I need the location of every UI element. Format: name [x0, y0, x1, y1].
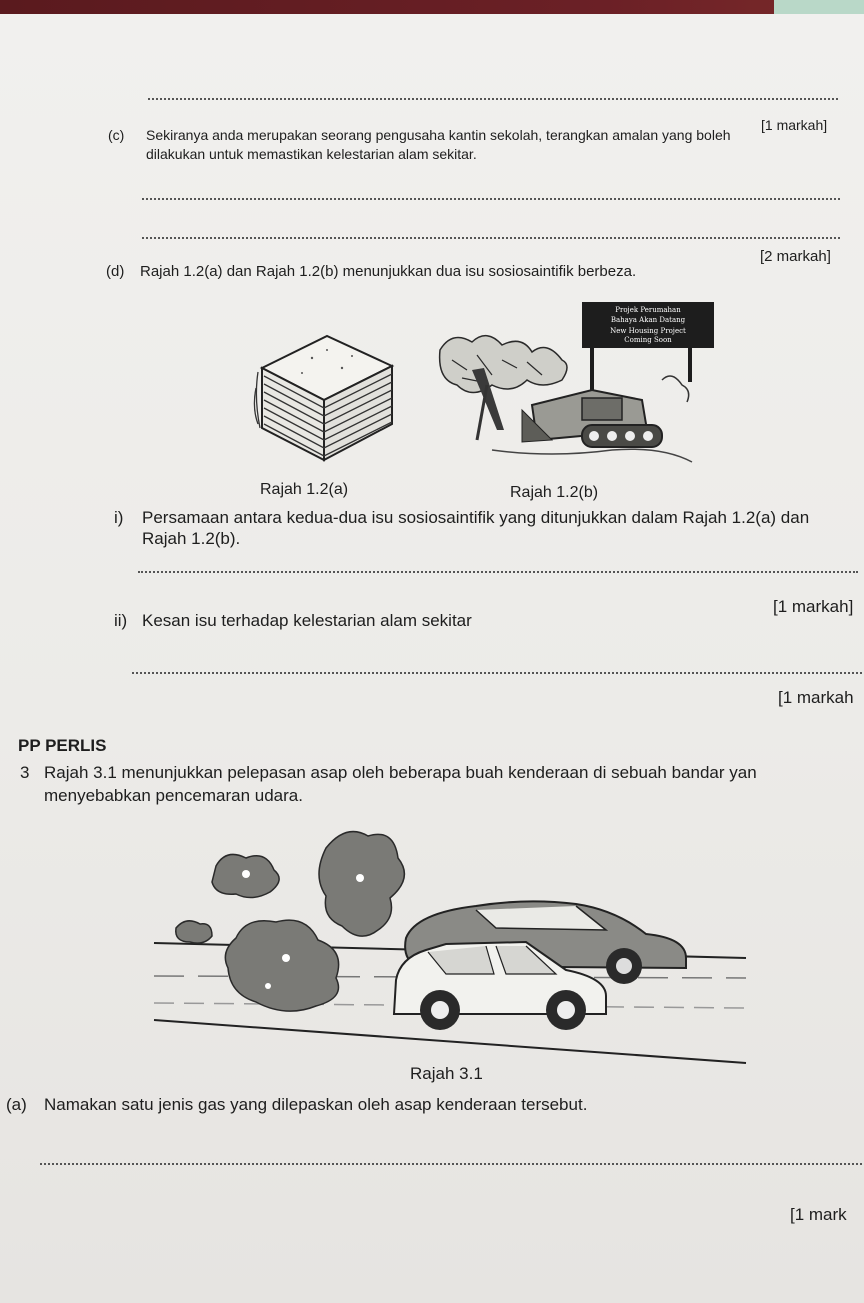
sign-line: Bahaya Akan Datang [610, 316, 686, 324]
question-3-text-line1: Rajah 3.1 menunjukkan pelepasan asap oleh beberapa buah kenderaan di sebuah bandar yan [44, 763, 757, 782]
answer-line [132, 672, 862, 674]
mark-label: [1 markah] [773, 597, 854, 616]
figure-caption: Rajah 1.2(a) [260, 481, 349, 498]
sub-question-i-line1: Persamaan antara kedua-dua isu sosiosaintifik yang ditunjukkan dalam Rajah 1.2(a) dan [142, 508, 810, 527]
question-c-text-line1: Sekiranya anda merupakan seorang pengusaha kantin sekolah, terangkan amalan yang boleh [146, 127, 731, 143]
land-clearing-illustration [432, 290, 722, 480]
question-label-d: (d) [106, 263, 125, 280]
answer-line [148, 98, 838, 100]
figure-caption: Rajah 3.1 [410, 1064, 483, 1083]
question-label-a: (a) [6, 1095, 27, 1114]
sub-question-i-line2: Rajah 1.2(b). [142, 529, 241, 548]
mark-label: [2 markah] [760, 248, 831, 265]
mark-label: [1 mark [790, 1205, 847, 1224]
question-number: 3 [20, 763, 30, 782]
question-3-text-line2: menyebabkan pencemaran udara. [44, 786, 303, 805]
mark-label: [1 markah] [761, 117, 828, 133]
question-3a-text: Namakan satu jenis gas yang dilepaskan oleh asap kenderaan tersebut. [44, 1095, 588, 1114]
sub-question-label: i) [114, 508, 124, 527]
sub-question-ii-text: Kesan isu terhadap kelestarian alam sekitar [142, 611, 472, 630]
answer-line [142, 198, 840, 200]
answer-line [40, 1163, 862, 1165]
vehicle-smoke-illustration [146, 818, 756, 1068]
sign-line: New Housing Project [610, 327, 686, 335]
section-heading: PP PERLIS [18, 736, 107, 755]
sub-question-label: ii) [114, 611, 128, 630]
sign-line: Coming Soon [624, 336, 672, 344]
answer-line [138, 571, 858, 573]
question-c-text-line2: dilakukan untuk memastikan kelestarian alam sekitar. [146, 146, 477, 162]
paper-stack-illustration [252, 328, 402, 468]
sign-line: Projek Perumahan [615, 306, 681, 314]
question-label-c: (c) [108, 127, 125, 143]
question-d-text: Rajah 1.2(a) dan Rajah 1.2(b) menunjukkan dua isu sosiosaintifik berbeza. [140, 263, 637, 280]
figure-caption: Rajah 1.2(b) [510, 484, 599, 501]
answer-line [142, 237, 840, 239]
mark-label: [1 markah [778, 688, 854, 707]
